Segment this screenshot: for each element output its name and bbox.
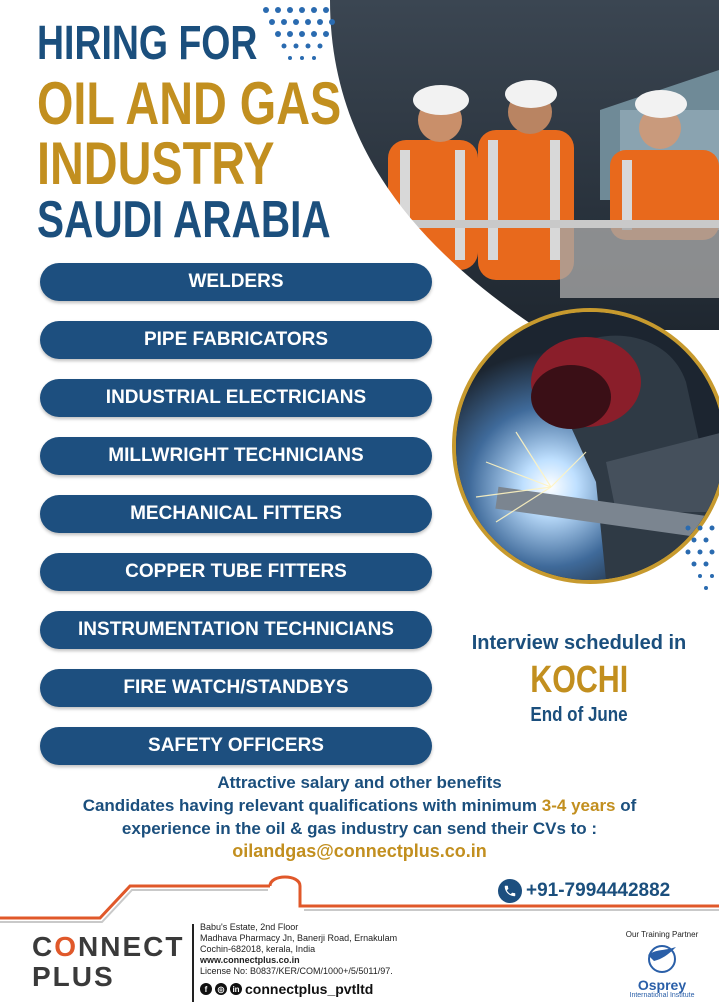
company-address (200, 922, 397, 977)
years-requirement: 3-4 years (541, 796, 616, 815)
partner-subtitle: International Institute (629, 992, 695, 999)
qualification-text-pre: Candidates having relevant qualifications with minimum (82, 796, 542, 815)
logo-text-o: O (54, 931, 79, 962)
headline (37, 17, 427, 249)
qualification-text (0, 794, 719, 817)
phone-contact[interactable] (498, 879, 670, 903)
headline-oil-and-gas: OIL AND GAS (37, 70, 342, 137)
benefits-text: Attractive salary and other benefits (217, 773, 502, 792)
role-mechanical-fitters: MECHANICAL FITTERS (40, 495, 432, 533)
headline-hiring-for: HIRING FOR (37, 17, 258, 70)
role-industrial-electricians: INDUSTRIAL ELECTRICIANS (40, 379, 432, 417)
role-millwright-technicians: MILLWRIGHT TECHNICIANS (40, 437, 432, 475)
facebook-icon[interactable]: f (200, 983, 212, 995)
role-pipe-fabricators: PIPE FABRICATORS (40, 321, 432, 359)
role-copper-tube-fitters: COPPER TUBE FITTERS (40, 553, 432, 591)
role-fire-watch-standbys: FIRE WATCH/STANDBYS (40, 669, 432, 707)
experience-text: experience in the oil & gas industry can send their CVs to : (121, 819, 598, 838)
phone-icon (498, 879, 522, 903)
instagram-icon[interactable]: ◎ (215, 983, 227, 995)
footer (0, 918, 719, 1008)
license-number: License No: B0837/KER/COM/1000+/5/5011/97. (200, 966, 393, 976)
logo-text-plus: PLUS (32, 961, 115, 992)
company-website[interactable]: www.connectplus.co.in (200, 955, 300, 965)
address-line-1: Babu's Estate, 2nd Floor (200, 922, 299, 932)
partner-name: Osprey (637, 977, 687, 993)
training-partner (612, 930, 712, 999)
role-safety-officers: SAFETY OFFICERS (40, 727, 432, 765)
osprey-bird-icon (644, 943, 680, 973)
logo-text-nnect: NNECT (78, 931, 185, 962)
interview-city: KOCHI (530, 659, 628, 701)
welder-photo (452, 308, 719, 584)
partner-label: Our Training Partner (625, 930, 699, 939)
connect-plus-logo (32, 932, 184, 992)
headline-saudi-arabia: SAUDI ARABIA (37, 191, 331, 249)
interview-info (444, 632, 714, 727)
interview-heading: Interview scheduled in (471, 632, 687, 654)
linkedin-icon[interactable]: in (230, 983, 242, 995)
decorative-dots-small (680, 520, 719, 600)
address-line-2: Madhava Pharmacy Jn, Banerji Road, Ernakulam (200, 933, 398, 943)
role-instrumentation-technicians: INSTRUMENTATION TECHNICIANS (40, 611, 432, 649)
logo-text-c: C (32, 931, 55, 962)
interview-date: End of June (530, 704, 628, 726)
social-handle[interactable]: connectplus_pvtltd (245, 981, 374, 997)
address-line-3: Cochin-682018, kerala, India (200, 944, 316, 954)
footer-divider (192, 924, 194, 1002)
role-welders: WELDERS (40, 263, 432, 301)
phone-number: +91-7994442882 (526, 880, 671, 901)
headline-industry: INDUSTRY (37, 130, 275, 197)
application-info (0, 771, 719, 863)
qualification-text-post: of (615, 796, 637, 815)
contact-email[interactable]: oilandgas@connectplus.co.in (232, 841, 487, 861)
social-links (200, 981, 373, 997)
